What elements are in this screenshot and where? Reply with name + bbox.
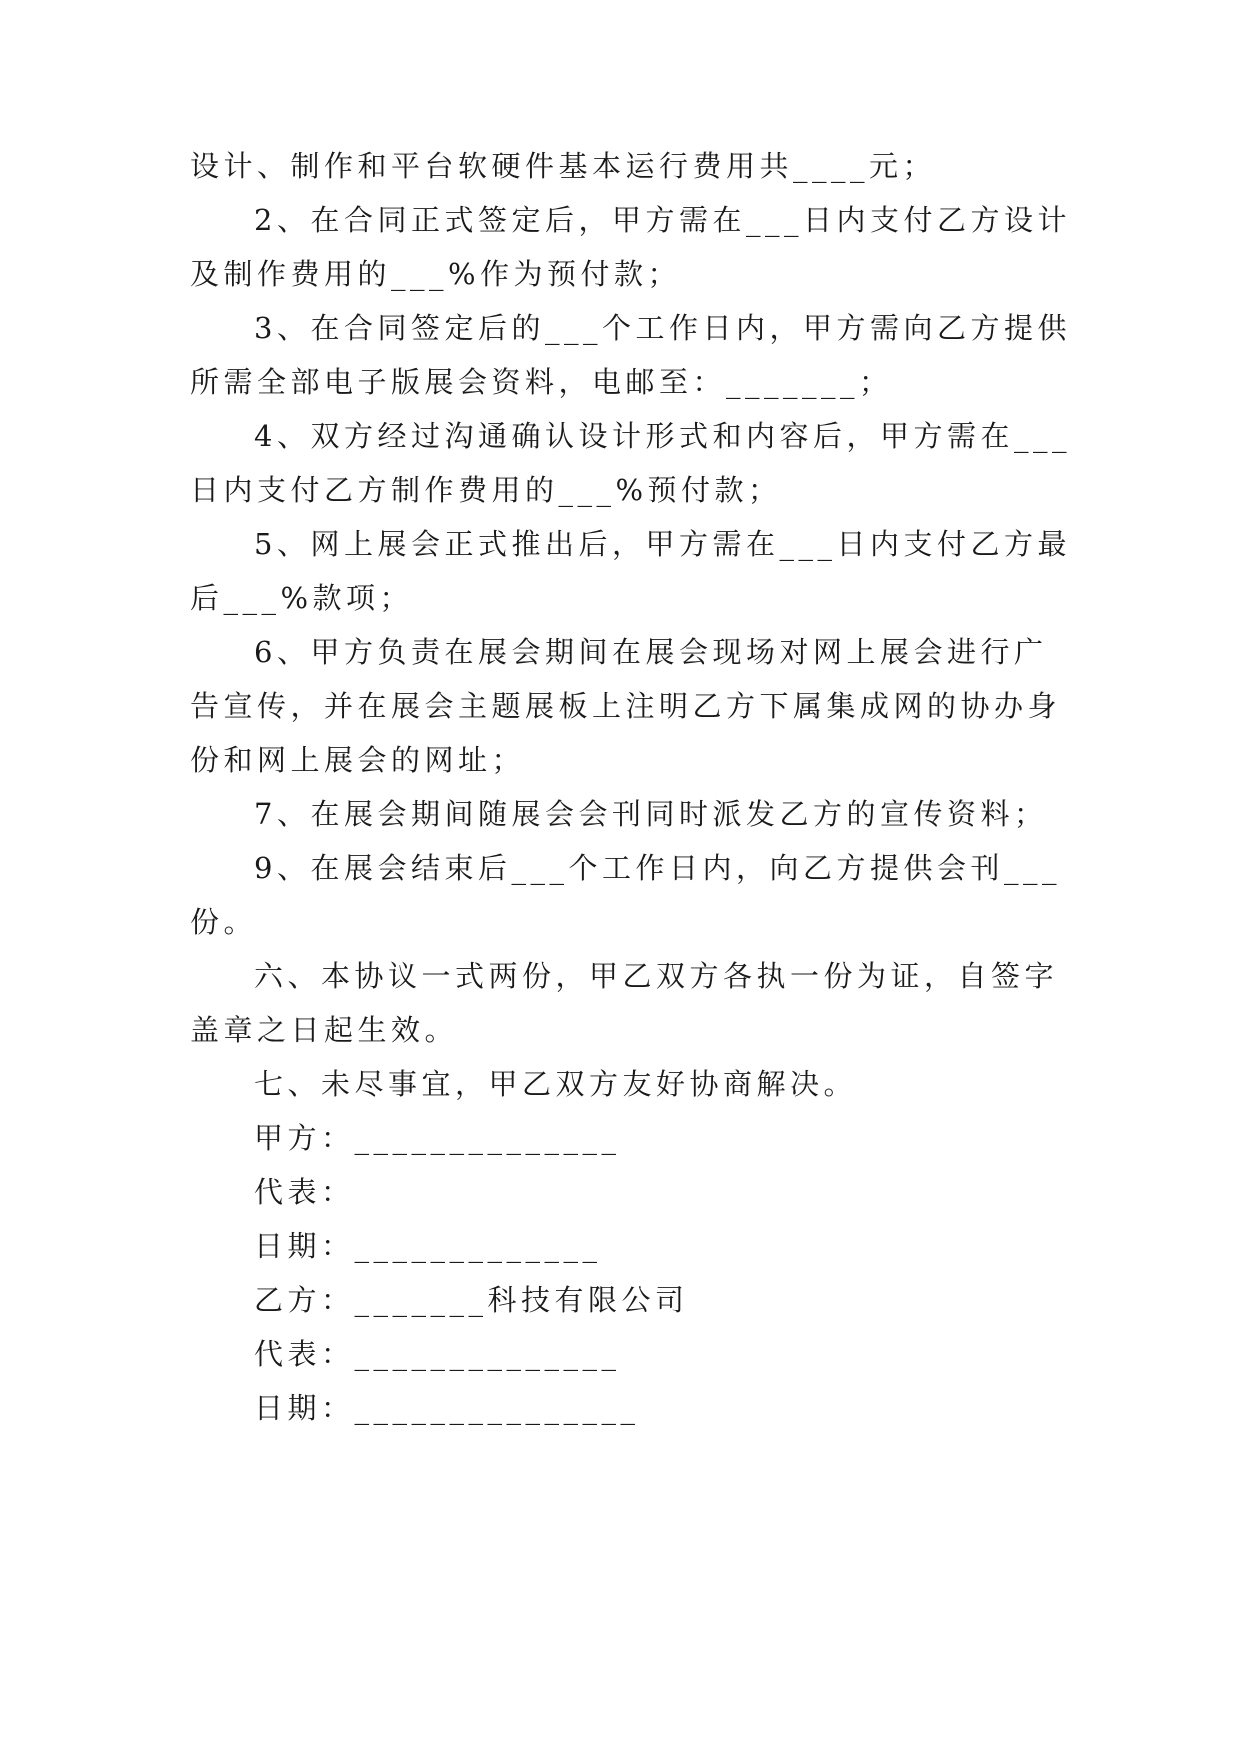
signature-party-b: 乙方：_______科技有限公司 (254, 1283, 689, 1317)
text-line: 告宣传，并在展会主题展板上注明乙方下属集成网的协办身 (190, 689, 1062, 723)
text-line: 六、本协议一式两份，甲乙双方各执一份为证，自签字 (254, 959, 1059, 993)
text-line: 七、未尽事宜，甲乙双方友好协商解决。 (254, 1067, 858, 1101)
text-line: 3、在合同签定后的___个工作日内，甲方需向乙方提供 (254, 311, 1071, 345)
text-line: 5、网上展会正式推出后，甲方需在___日内支付乙方最 (254, 527, 1071, 561)
signature-party-a: 甲方：______________ (254, 1121, 621, 1155)
text-line: 4、双方经过沟通确认设计形式和内容后，甲方需在___ (254, 419, 1071, 453)
text-line: 后___%款项； (190, 581, 414, 615)
signature-representative-b: 代表：______________ (254, 1337, 621, 1371)
text-line: 7、在展会期间随展会会刊同时派发乙方的宣传资料； (254, 797, 1048, 831)
text-line: 9、在展会结束后___个工作日内，向乙方提供会刊___ (254, 851, 1061, 885)
signature-date-a: 日期：_____________ (254, 1229, 602, 1263)
text-line: 设计、制作和平台软硬件基本运行费用共____元； (190, 149, 937, 183)
text-line: 份。 (190, 905, 258, 939)
text-line: 份和网上展会的网址； (190, 743, 526, 777)
text-line: 所需全部电子版展会资料，电邮至：_______； (190, 365, 893, 399)
text-line: 盖章之日起生效。 (190, 1013, 459, 1047)
signature-representative-a: 代表： (254, 1175, 355, 1209)
text-line: 及制作费用的___%作为预付款； (190, 257, 682, 291)
signature-date-b: 日期：_______________ (254, 1391, 640, 1425)
text-line: 2、在合同正式签定后，甲方需在___日内支付乙方设计 (254, 203, 1071, 237)
text-line: 日内支付乙方制作费用的___%预付款； (190, 473, 782, 507)
text-line: 6、甲方负责在展会期间在展会现场对网上展会进行广 (254, 635, 1048, 669)
